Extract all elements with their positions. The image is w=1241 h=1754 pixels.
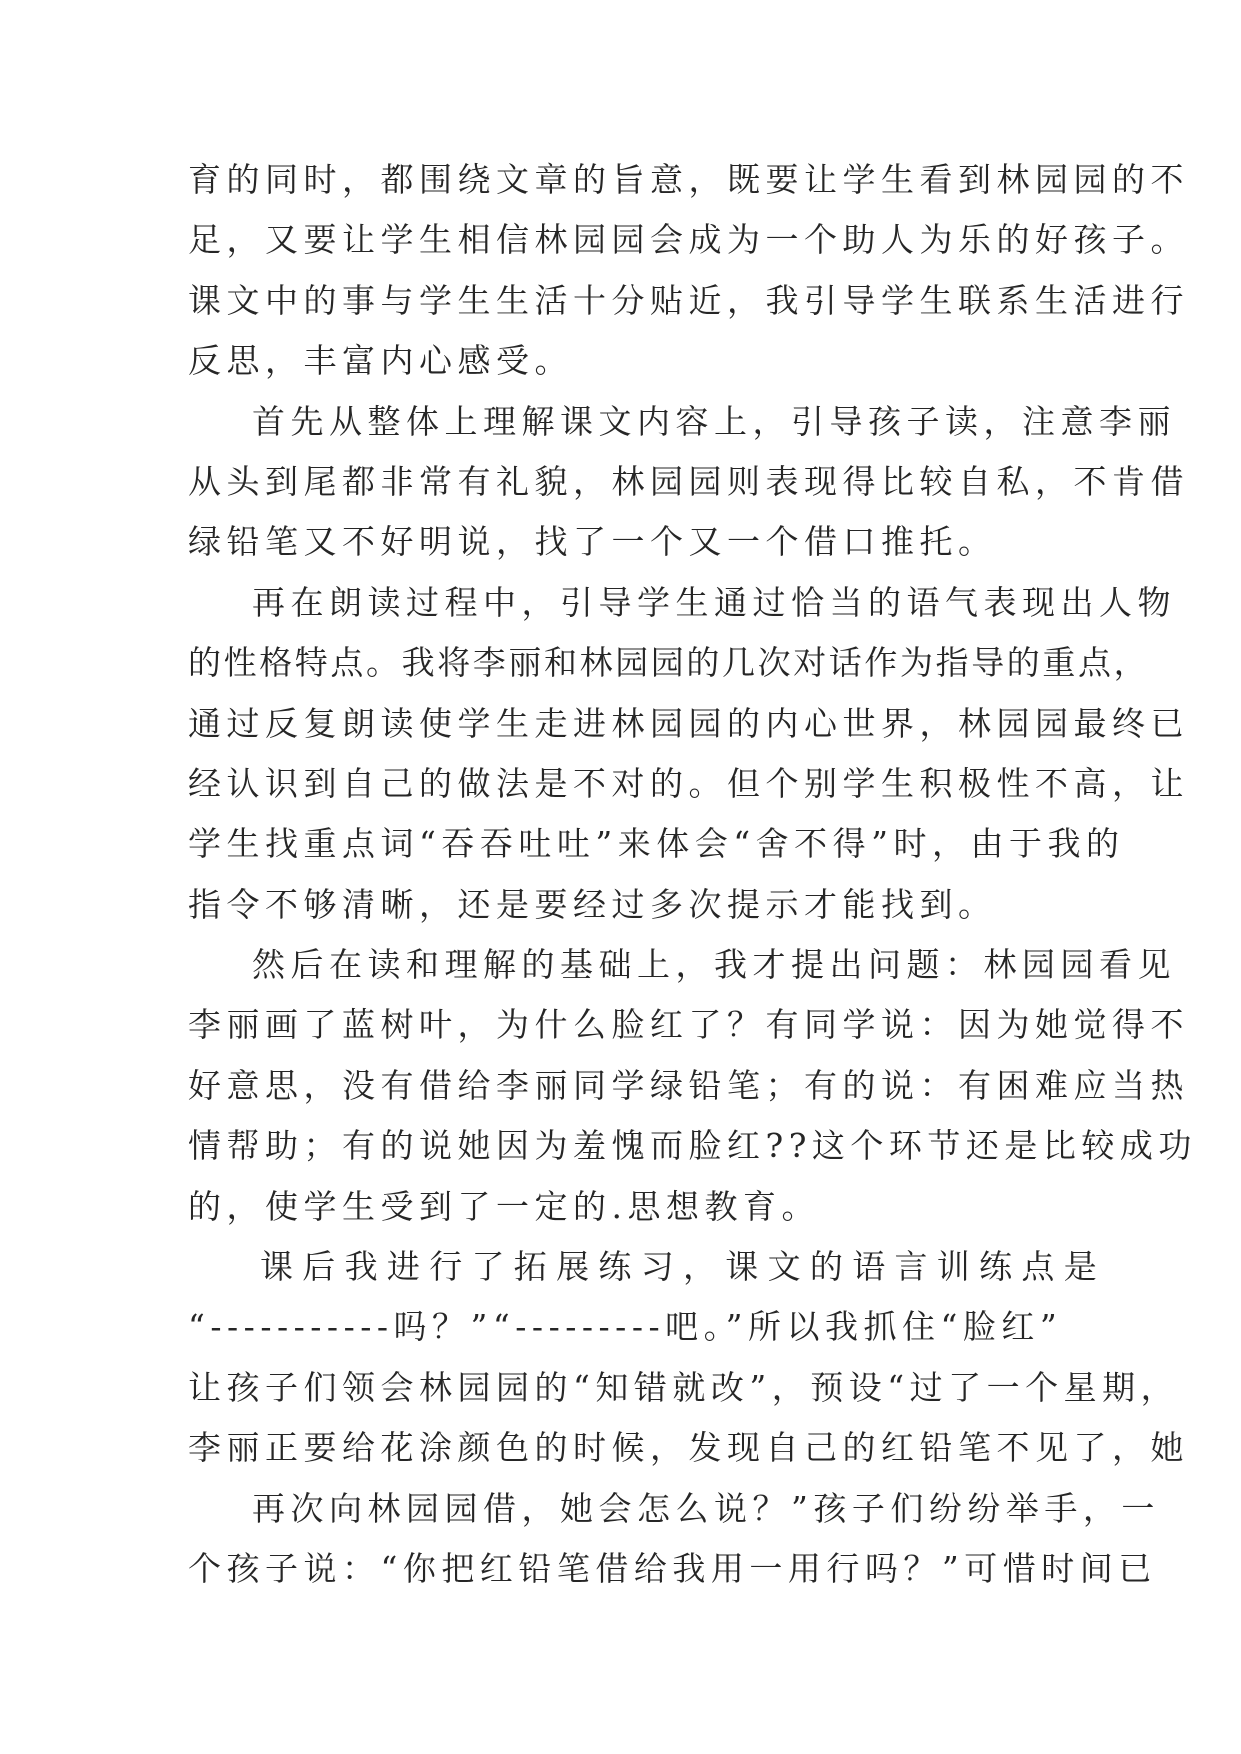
document-page <box>188 150 1197 1599</box>
text-line-12: 学生找重点词“吞吞吐吐”来体会“舍不得”时，由于我的 <box>188 824 1125 864</box>
text-line-4: 反思，丰富内心感受。 <box>188 341 573 381</box>
text-line-22: 李丽正要给花涂颜色的时候，发现自己的红铅笔不见了，她 <box>188 1428 1189 1468</box>
text-line-21: 让孩子们领会林园园的“知错就改”，预设“过了一个星期， <box>188 1367 1180 1407</box>
text-line-7: 绿铅笔又不好明说，找了一个又一个借口推托。 <box>188 522 997 562</box>
text-line-13: 指令不够清晰，还是要经过多次提示才能找到。 <box>188 884 997 924</box>
text-line-23: 再次向林园园借，她会怎么说？”孩子们纷纷举手，一 <box>252 1488 1160 1528</box>
text-line-1: 育的同时，都围绕文章的旨意，既要让学生看到林园园的不 <box>188 160 1189 199</box>
text-line-20: “-----------吗？”“---------吧。”所以我抓住“脸红” <box>188 1307 1063 1347</box>
paragraph-start-line: 然后在读和理解的基础上，我才提出问题：林园园看见 <box>252 945 1176 985</box>
text-line-16: 好意思，没有借给李丽同学绿铅笔；有的说：有困难应当热 <box>188 1065 1189 1105</box>
text-line-9: 的性格特点。我将李丽和林园园的几次对话作为指导的重点， <box>188 643 1150 683</box>
text-line-10: 通过反复朗读使学生走进林园园的内心世界，林园园最终已 <box>188 703 1189 743</box>
text-line-3: 课文中的事与学生生活十分贴近，我引导学生联系生活进行 <box>188 280 1189 320</box>
paragraph-start-line: 课后我进行了拓展练习，课文的语言训练点是 <box>260 1247 1106 1287</box>
text-line-17: 情帮助；有的说她因为羞愧而脸红??这个环节还是比较成功 <box>188 1126 1197 1166</box>
text-line-18: 的，使学生受到了一定的.思想教育。 <box>188 1186 820 1226</box>
paragraph-start-line: 再在朗读过程中，引导学生通过恰当的语气表现出人物 <box>252 582 1176 622</box>
text-line-24: 个孩子说：“你把红铅笔借给我用一用行吗？”可惜时间已 <box>188 1548 1157 1588</box>
text-line-6: 从头到尾都非常有礼貌，林园园则表现得比较自私，不肯借 <box>188 461 1189 501</box>
paragraph-start-line: 首先从整体上理解课文内容上，引导孩子读，注意李丽 <box>252 401 1176 441</box>
text-line-11: 经认识到自己的做法是不对的。但个别学生积极性不高，让 <box>188 763 1189 803</box>
text-line-2: 足，又要让学生相信林园园会成为一个助人为乐的好孩子。 <box>188 220 1189 260</box>
text-line-15: 李丽画了蓝树叶，为什么脸红了？有同学说：因为她觉得不 <box>188 1005 1189 1045</box>
